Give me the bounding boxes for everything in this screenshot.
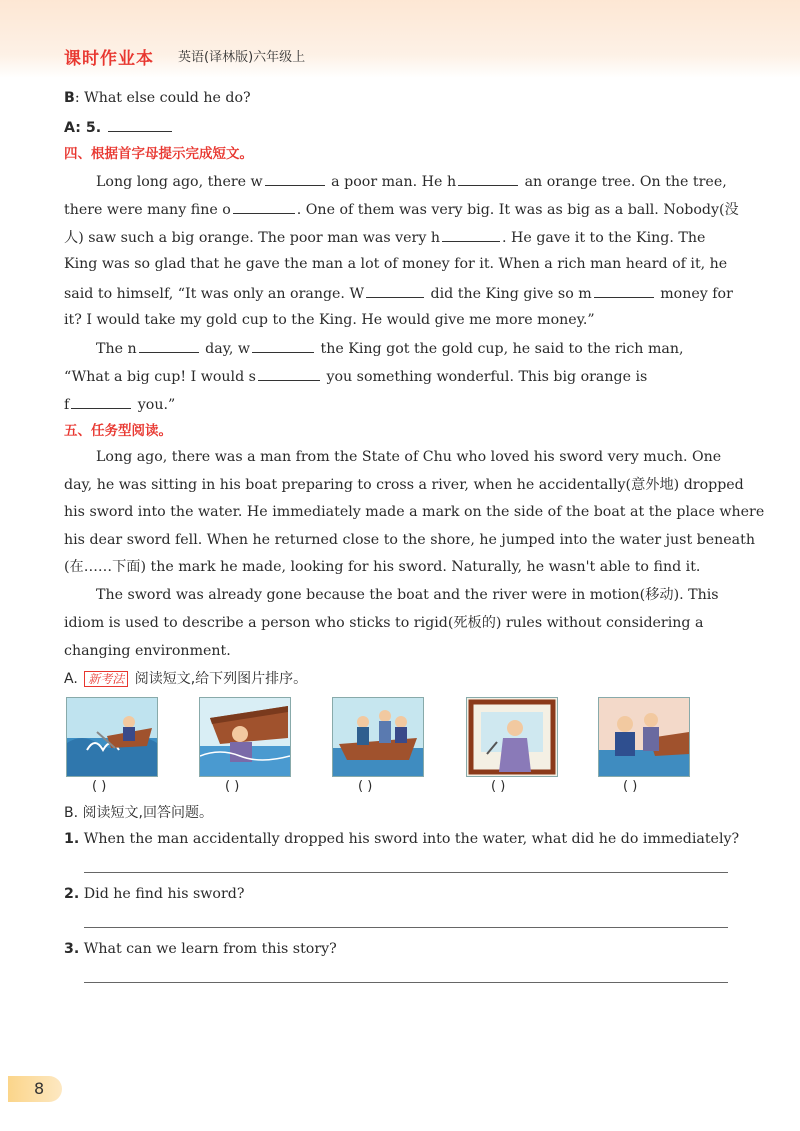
s4-line-4: King was so glad that he gave the man a lot of money for it. When a rich man heard of it, he <box>64 256 728 272</box>
picture-2-man-in-water <box>199 697 291 777</box>
book-title: 课时作业本 <box>64 49 154 69</box>
picture-5-art <box>599 698 689 776</box>
s5-p2-line-3: changing environment. <box>64 643 231 659</box>
blank-m[interactable] <box>594 282 654 298</box>
picture-4-making-mark <box>466 697 558 777</box>
section4-title: 四、根据首字母提示完成短文。 <box>64 146 253 162</box>
s4-line-1: Long long ago, there w a poor man. He h an orange tree. On the tree, <box>96 170 727 192</box>
s5-p2-line-1: The sword was already gone because the boat and the river were in motion(移动). This <box>96 587 719 603</box>
s5-p1-line-3: his sword into the water. He immediately made a mark on the side of the boat at the place where <box>64 504 765 520</box>
picture-1-sword-falls <box>66 697 158 777</box>
new-method-tag: 新考法 <box>84 671 128 687</box>
blank-w2[interactable] <box>366 282 424 298</box>
blank-o[interactable] <box>233 198 295 214</box>
part-b-instruction: B. 阅读短文,回答问题。 <box>64 805 213 821</box>
dialog-b: B: What else could he do? <box>64 90 251 106</box>
picture-4-art <box>467 698 557 776</box>
order-answer-3[interactable]: ( ) <box>358 779 373 794</box>
blank-s[interactable] <box>258 365 320 381</box>
s4-line-9: f you.” <box>64 393 175 415</box>
answer-blank-5[interactable] <box>108 116 172 132</box>
s5-p2-line-2: idiom is used to describe a person who sticks to rigid(死板的) rules without considering a <box>64 615 704 631</box>
s5-p1-line-1: Long ago, there was a man from the State of Chu who loved his sword very much. One <box>96 449 722 465</box>
blank-f[interactable] <box>71 393 131 409</box>
order-answer-2[interactable]: ( ) <box>225 779 240 794</box>
s5-p1-line-2: day, he was sitting in his boat preparing to cross a river, when he accidentally(意外地) dropped <box>64 477 744 493</box>
question-3: 3. What can we learn from this story? <box>64 941 337 957</box>
answer-line-3[interactable] <box>84 982 728 983</box>
picture-3-art <box>333 698 423 776</box>
picture-3-boat-on-river <box>332 697 424 777</box>
dialog-a: A: 5. <box>64 116 174 138</box>
s4-line-7: The n day, w the King got the gold cup, he said to the rich man, <box>96 337 684 359</box>
question-2: 2. Did he find his sword? <box>64 886 245 902</box>
answer-line-2[interactable] <box>84 927 728 928</box>
picture-5-looking-for-sword <box>598 697 690 777</box>
picture-2-art <box>200 698 290 776</box>
part-a-instruction: A. 新考法 阅读短文,给下列图片排序。 <box>64 671 308 687</box>
blank-h1[interactable] <box>458 170 518 186</box>
blank-w1[interactable] <box>265 170 325 186</box>
order-answer-5[interactable]: ( ) <box>623 779 638 794</box>
blank-w3[interactable] <box>252 337 314 353</box>
section5-title: 五、任务型阅读。 <box>64 423 172 439</box>
blank-n[interactable] <box>139 337 199 353</box>
s5-p1-line-4: his dear sword fell. When he returned close to the shore, he jumped into the water just beneath <box>64 532 755 548</box>
page-number: 8 <box>8 1076 62 1102</box>
question-1: 1. When the man accidentally dropped his sword into the water, what did he do immediately? <box>64 831 740 847</box>
blank-h2[interactable] <box>442 226 500 242</box>
s4-line-5: said to himself, “It was only an orange. W did the King give so m money for <box>64 282 733 304</box>
s4-line-3: 人) saw such a big orange. The poor man was very h . He gave it to the King. The <box>64 226 705 248</box>
answer-line-1[interactable] <box>84 872 728 873</box>
order-answer-1[interactable]: ( ) <box>92 779 107 794</box>
s4-line-2: there were many fine o . One of them was very big. It was as big as a ball. Nobody(没 <box>64 198 739 220</box>
s5-p1-line-5: (在……下面) the mark he made, looking for his sword. Naturally, he wasn't able to find it. <box>64 559 701 575</box>
s4-line-6: it? I would take my gold cup to the King. He would give me more money.” <box>64 312 595 328</box>
book-subtitle: 英语(译林版)六年级上 <box>178 50 306 65</box>
s4-line-8: “What a big cup! I would s you something wonderful. This big orange is <box>64 365 647 387</box>
order-answer-4[interactable]: ( ) <box>491 779 506 794</box>
picture-1-art <box>67 698 157 776</box>
